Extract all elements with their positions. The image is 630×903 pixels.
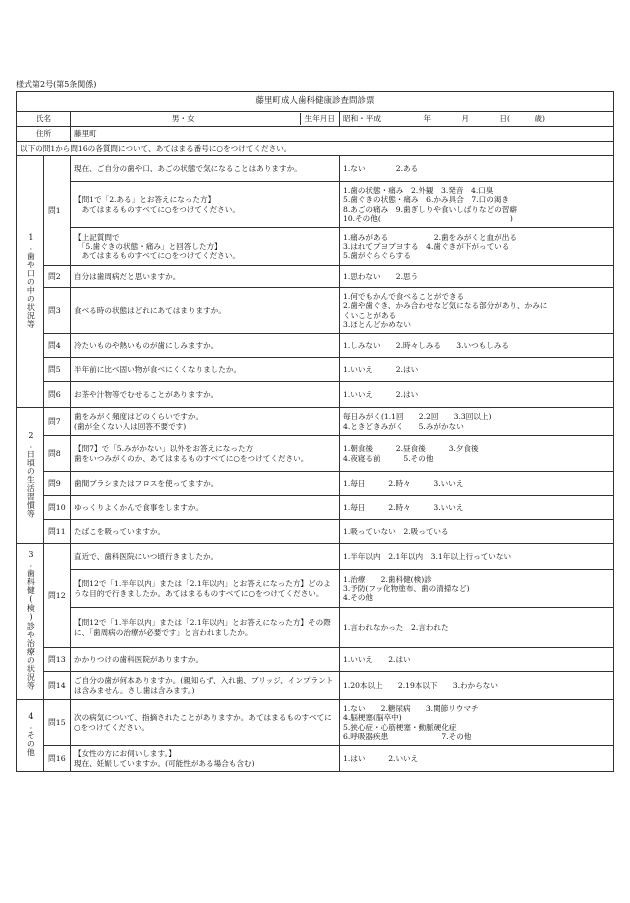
- question-8-number: 問8: [44, 436, 71, 472]
- question-5-text: 半年前に比べ固い物が食べにくくなりましたか。: [71, 358, 340, 382]
- name-label: 氏名: [17, 112, 71, 127]
- question-12-sub2-text: 【問12で「1.半年以内」または「2.1年以内」とお答えになった方】その際に、「歯周病の治療が必要です」と言われましたか。: [71, 608, 340, 648]
- question-13-number: 問13: [44, 648, 71, 672]
- question-1-sub1-text: 【問1で「2.ある」とお答えになった方】 あてはまるものすべてに○をつけてください。: [71, 182, 340, 228]
- dob-field[interactable]: [340, 112, 614, 127]
- question-12-text: 直近で、歯科医院にいつ頃行きましたか。: [71, 544, 340, 570]
- question-10-number: 問10: [44, 496, 71, 520]
- question-12-sub1-options[interactable]: 1.治療 2.歯科健(検)診 3.予防(フッ化物塗布、歯の清掃など) 4.その他: [340, 570, 614, 608]
- question-11-options[interactable]: 1.吸っていない 2.吸っている: [340, 520, 614, 544]
- question-14-text: ご自分の歯が何本ありますか。(親知らず、入れ歯、ブリッジ、インプラントは含みません。さし歯は含みます。): [71, 672, 340, 700]
- question-13-options[interactable]: 1.いいえ 2.はい: [340, 648, 614, 672]
- form-title: 藤里町成人歯科健康診査問診票: [17, 92, 614, 112]
- question-7-number: 問7: [44, 408, 71, 436]
- question-14-options[interactable]: 1.20本以上 2.19本以下 3.わからない: [340, 672, 614, 700]
- question-12-sub1-text: 【問12で「1.半年以内」または「2.1年以内」とお答えになった方】どのような目的で行きましたか。あてはまるものすべてに○をつけてください。: [71, 570, 340, 608]
- day-label: 日(: [499, 114, 510, 124]
- question-3-number: 問3: [44, 288, 71, 334]
- question-12-sub2-options[interactable]: 1.言われなかった 2.言われた: [340, 608, 614, 648]
- question-12-number: 問12: [44, 544, 71, 648]
- question-10-options[interactable]: 1.毎日 2.時々 3.いいえ: [340, 496, 614, 520]
- question-4-text: 冷たいものや熱いものが歯にしみますか。: [71, 334, 340, 358]
- instruction-text: 以下の問1から問16の各質問について、あてはまる番号に○をつけてください。: [17, 142, 614, 156]
- category-3: 3.歯科健(検)診や治療の状況等: [17, 544, 44, 700]
- question-7-options[interactable]: 毎日みがく(1.1回 2.2回 3.3回以上) 4.ときどきみがく 5.みがかない: [340, 408, 614, 436]
- question-5-options[interactable]: 1.いいえ 2.はい: [340, 358, 614, 382]
- question-13-text: かかりつけの歯科医院がありますか。: [71, 648, 340, 672]
- question-1-sub1-options[interactable]: 1.歯の状態・痛み 2.外観 3.発音 4.口臭 5.歯ぐきの状態・痛み 6.かみ具合 7.口の渇き 8.あごの痛み 9.歯ぎしりや食いしばりなどの習癖 10.その他( ): [340, 182, 614, 228]
- form-number-label: 様式第2号(第5条関係): [16, 80, 97, 89]
- year-label: 年: [423, 114, 431, 124]
- question-12-options[interactable]: 1.半年以内 2.1年以内 3.1年以上行っていない: [340, 544, 614, 570]
- question-16-text: 【女性の方にお伺いします。】 現在、妊娠していますか。(可能性がある場合も含む): [71, 746, 340, 772]
- questionnaire-table: [16, 91, 614, 772]
- month-label: 月: [461, 114, 469, 124]
- question-10-text: ゆっくりよくかんで食事をしますか。: [71, 496, 340, 520]
- question-2-number: 問2: [44, 266, 71, 288]
- question-8-options[interactable]: 1.朝食後 2.昼食後 3.夕食後 4.夜寝る前 5.その他: [340, 436, 614, 472]
- question-2-text: 自分は歯周病だと思いますか。: [71, 266, 340, 288]
- question-6-number: 問6: [44, 382, 71, 408]
- question-1-sub2-text: 【上記質問で 「5.歯ぐきの状態・痛み」と回答した方】 あてはまるものすべてに○をつけてください。: [71, 228, 340, 266]
- question-3-options[interactable]: 1.何でもかんで食べることができる 2.歯や歯ぐき、かみ合わせなど気になる部分があり、かみに くいことがある 3.ほとんどかめない: [340, 288, 614, 334]
- question-15-number: 問15: [44, 700, 71, 746]
- question-16-number: 問16: [44, 746, 71, 772]
- name-cell[interactable]: [71, 112, 340, 127]
- question-4-options[interactable]: 1.しみない 2.時々しみる 3.いつもしみる: [340, 334, 614, 358]
- question-1-text: 現在、ご自分の歯や口、あごの状態で気になることはありますか。: [71, 156, 340, 182]
- address-field[interactable]: 藤里町: [71, 127, 614, 142]
- category-1: 1.歯や口の中の状況等: [17, 156, 44, 408]
- age-label: 歳): [534, 114, 545, 124]
- question-7-text: 歯をみがく頻度はどのくらいですか。 (歯が全くない人は回答不要です): [71, 408, 340, 436]
- question-2-options[interactable]: 1.思わない 2.思う: [340, 266, 614, 288]
- question-16-options[interactable]: 1.はい 2.いいえ: [340, 746, 614, 772]
- question-1-options[interactable]: 1.ない 2.ある: [340, 156, 614, 182]
- question-6-options[interactable]: 1.いいえ 2.はい: [340, 382, 614, 408]
- question-9-number: 問9: [44, 472, 71, 496]
- era-field: 昭和・平成: [343, 114, 381, 124]
- question-15-options[interactable]: 1.ない 2.糖尿病 3.関節リウマチ 4.脳梗塞(脳卒中) 5.狭心症・心筋梗塞・動脈硬化症 6.呼吸器疾患 7.その他: [340, 700, 614, 746]
- question-1-number: 問1: [44, 156, 71, 266]
- question-11-text: たばこを吸っていますか。: [71, 520, 340, 544]
- address-label: 住所: [17, 127, 71, 142]
- question-1-sub2-options[interactable]: 1.痛みがある 2.歯をみがくと血が出る 3.はれてブヨブヨする 4.歯ぐきが下がっている 5.歯がぐらぐらする: [340, 228, 614, 266]
- question-3-text: 食べる時の状態はどれにあてはまりますか。: [71, 288, 340, 334]
- question-9-options[interactable]: 1.毎日 2.時々 3.いいえ: [340, 472, 614, 496]
- question-6-text: お茶や汁物等でむせることがありますか。: [71, 382, 340, 408]
- dob-label: 生年月日: [300, 113, 339, 124]
- question-4-number: 問4: [44, 334, 71, 358]
- category-4: 4.その他: [17, 700, 44, 772]
- question-15-text: 次の病気について、指摘されたことがありますか。あてはまるものすべてに○をつけてください。: [71, 700, 340, 746]
- question-14-number: 問14: [44, 672, 71, 700]
- question-9-text: 歯間ブラシまたはフロスを使ってますか。: [71, 472, 340, 496]
- question-11-number: 問11: [44, 520, 71, 544]
- sex-field[interactable]: 男・女: [171, 114, 195, 124]
- category-2: 2.日頃の生活習慣等: [17, 408, 44, 544]
- question-8-text: 【問7】で「5.みがかない」以外をお答えになった方 歯をいつみがくのか、あてはまるものすべてに○をつけてください。: [71, 436, 340, 472]
- question-5-number: 問5: [44, 358, 71, 382]
